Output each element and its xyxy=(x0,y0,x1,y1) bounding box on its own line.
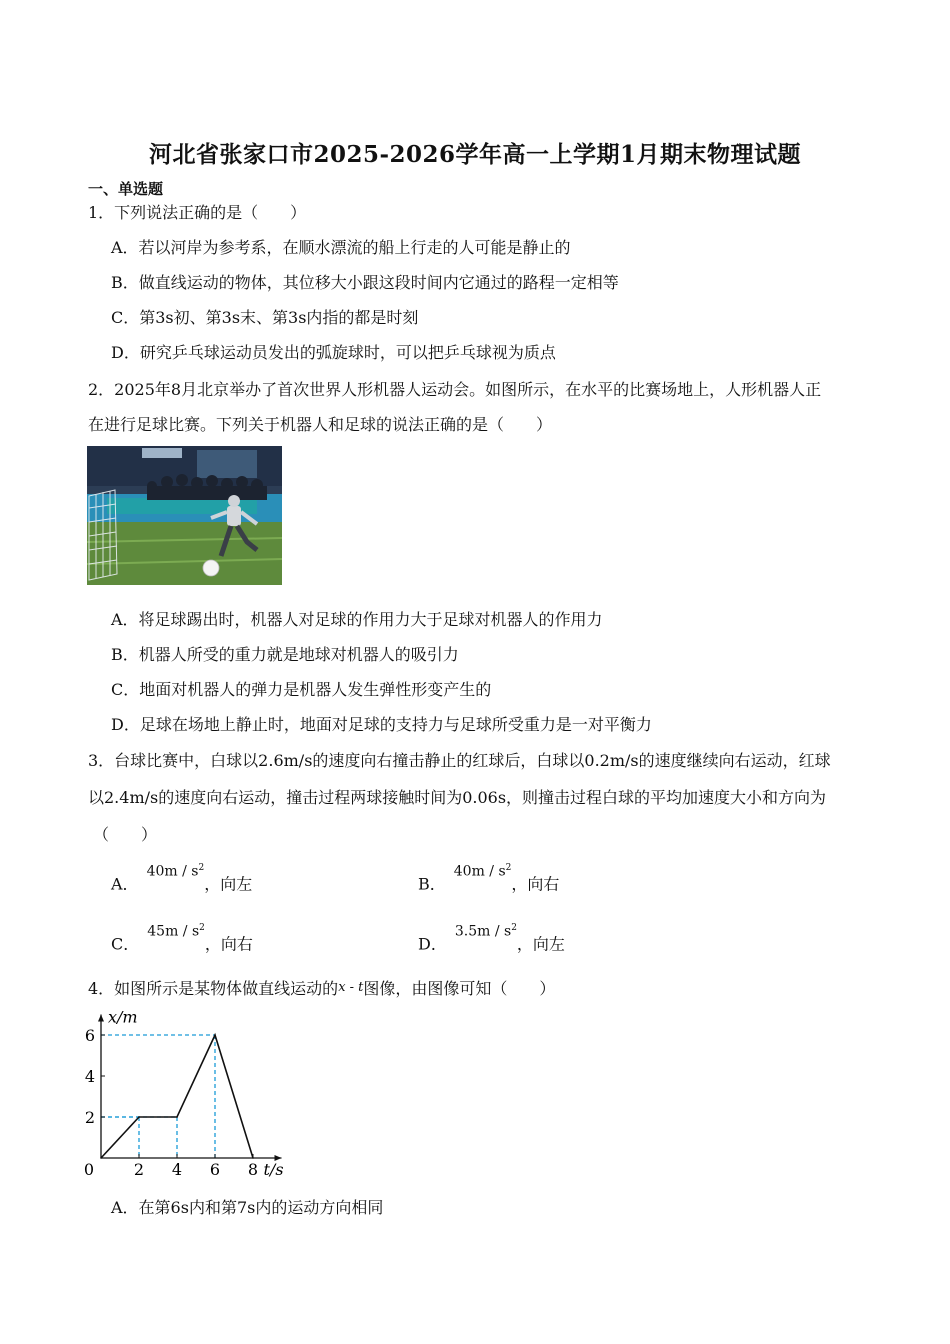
question-1-stem: 1．下列说法正确的是（ ） xyxy=(88,203,307,222)
question-2-stem-line1: 2．2025年8月北京举办了首次世界人形机器人运动会。如图所示，在水平的比赛场地上，人形机器人正 xyxy=(88,380,822,399)
data-point-3 xyxy=(214,1034,216,1036)
question-2-option-d: D．足球在场地上静止时，地面对足球的支持力与足球所受重力是一对平衡力 xyxy=(111,715,652,734)
xt-graph xyxy=(82,1004,297,1184)
x-axis-label: t/s xyxy=(263,1160,284,1179)
y-tick-label-2: 6 xyxy=(84,1026,96,1045)
question-3-option-d: D．$3.5m / s^2$，向左 xyxy=(418,923,565,954)
question-3-stem-line1: 3．台球比赛中，白球以2.6m/s的速度向右撞击静止的红球后，白球以0.2m/s的速度继续向右运动，红球 xyxy=(88,751,831,770)
question-2-option-b: B．机器人所受的重力就是地球对机器人的吸引力 xyxy=(111,645,459,664)
question-3-stem-line3: （ ） xyxy=(93,825,158,844)
data-point-1 xyxy=(138,1116,140,1118)
data-point-4 xyxy=(252,1157,254,1159)
data-point-0 xyxy=(100,1157,102,1159)
question-2-option-a: A．将足球踢出时，机器人对足球的作用力大于足球对机器人的作用力 xyxy=(111,610,603,629)
question-4-option-a: A．在第6s内和第7s内的运动方向相同 xyxy=(111,1198,384,1217)
y-axis-label: x/m xyxy=(108,1007,138,1027)
x-tick-label-2: 4 xyxy=(171,1160,183,1179)
x-tick-label-1: 2 xyxy=(133,1160,145,1179)
question-1-option-a: A．若以河岸为参考系，在顺水漂流的船上行走的人可能是静止的 xyxy=(111,238,571,257)
x-tick-label-3: 6 xyxy=(209,1160,221,1179)
question-1-option-c: C．第3s初、第3s末、第3s内指的都是时刻 xyxy=(111,308,419,327)
xt-symbol: x - t xyxy=(338,980,364,995)
y-tick-label-0: 2 xyxy=(84,1108,96,1127)
question-1-option-b: B．做直线运动的物体，其位移大小跟这段时间内它通过的路程一定相等 xyxy=(111,273,619,292)
robot-soccer-photo xyxy=(87,446,282,585)
question-4-stem: 4．如图所示是某物体做直线运动的x - t图像，由图像可知（ ） xyxy=(88,979,556,998)
data-point-2 xyxy=(176,1116,178,1118)
y-tick-label-1: 4 xyxy=(84,1067,96,1086)
question-3-stem-line2: 以2.4m/s的速度向右运动，撞击过程两球接触时间为0.06s，则撞击过程白球的平均加速度大小和方向为 xyxy=(88,788,827,807)
question-2-option-c: C．地面对机器人的弹力是机器人发生弹性形变产生的 xyxy=(111,680,492,699)
question-1-option-d: D．研究乒乓球运动员发出的弧旋球时，可以把乒乓球视为质点 xyxy=(111,343,556,362)
y-axis-arrow xyxy=(98,1015,104,1022)
x-tick-label-4: 8 xyxy=(247,1160,259,1179)
question-3-option-a: A．$40m / s^2$，向左 xyxy=(111,863,253,894)
x-tick-label-0: 0 xyxy=(83,1160,95,1179)
page-title: 河北省张家口市2025-2026学年高一上学期1月期末物理试题 xyxy=(148,141,802,168)
question-2-stem-line2: 在进行足球比赛。下列关于机器人和足球的说法正确的是（ ） xyxy=(88,415,553,434)
question-3-option-c: C．$45m / s^2$，向右 xyxy=(111,923,253,954)
section-heading: 一、单选题 xyxy=(88,180,164,198)
question-3-option-b: B．$40m / s^2$，向右 xyxy=(418,863,560,894)
